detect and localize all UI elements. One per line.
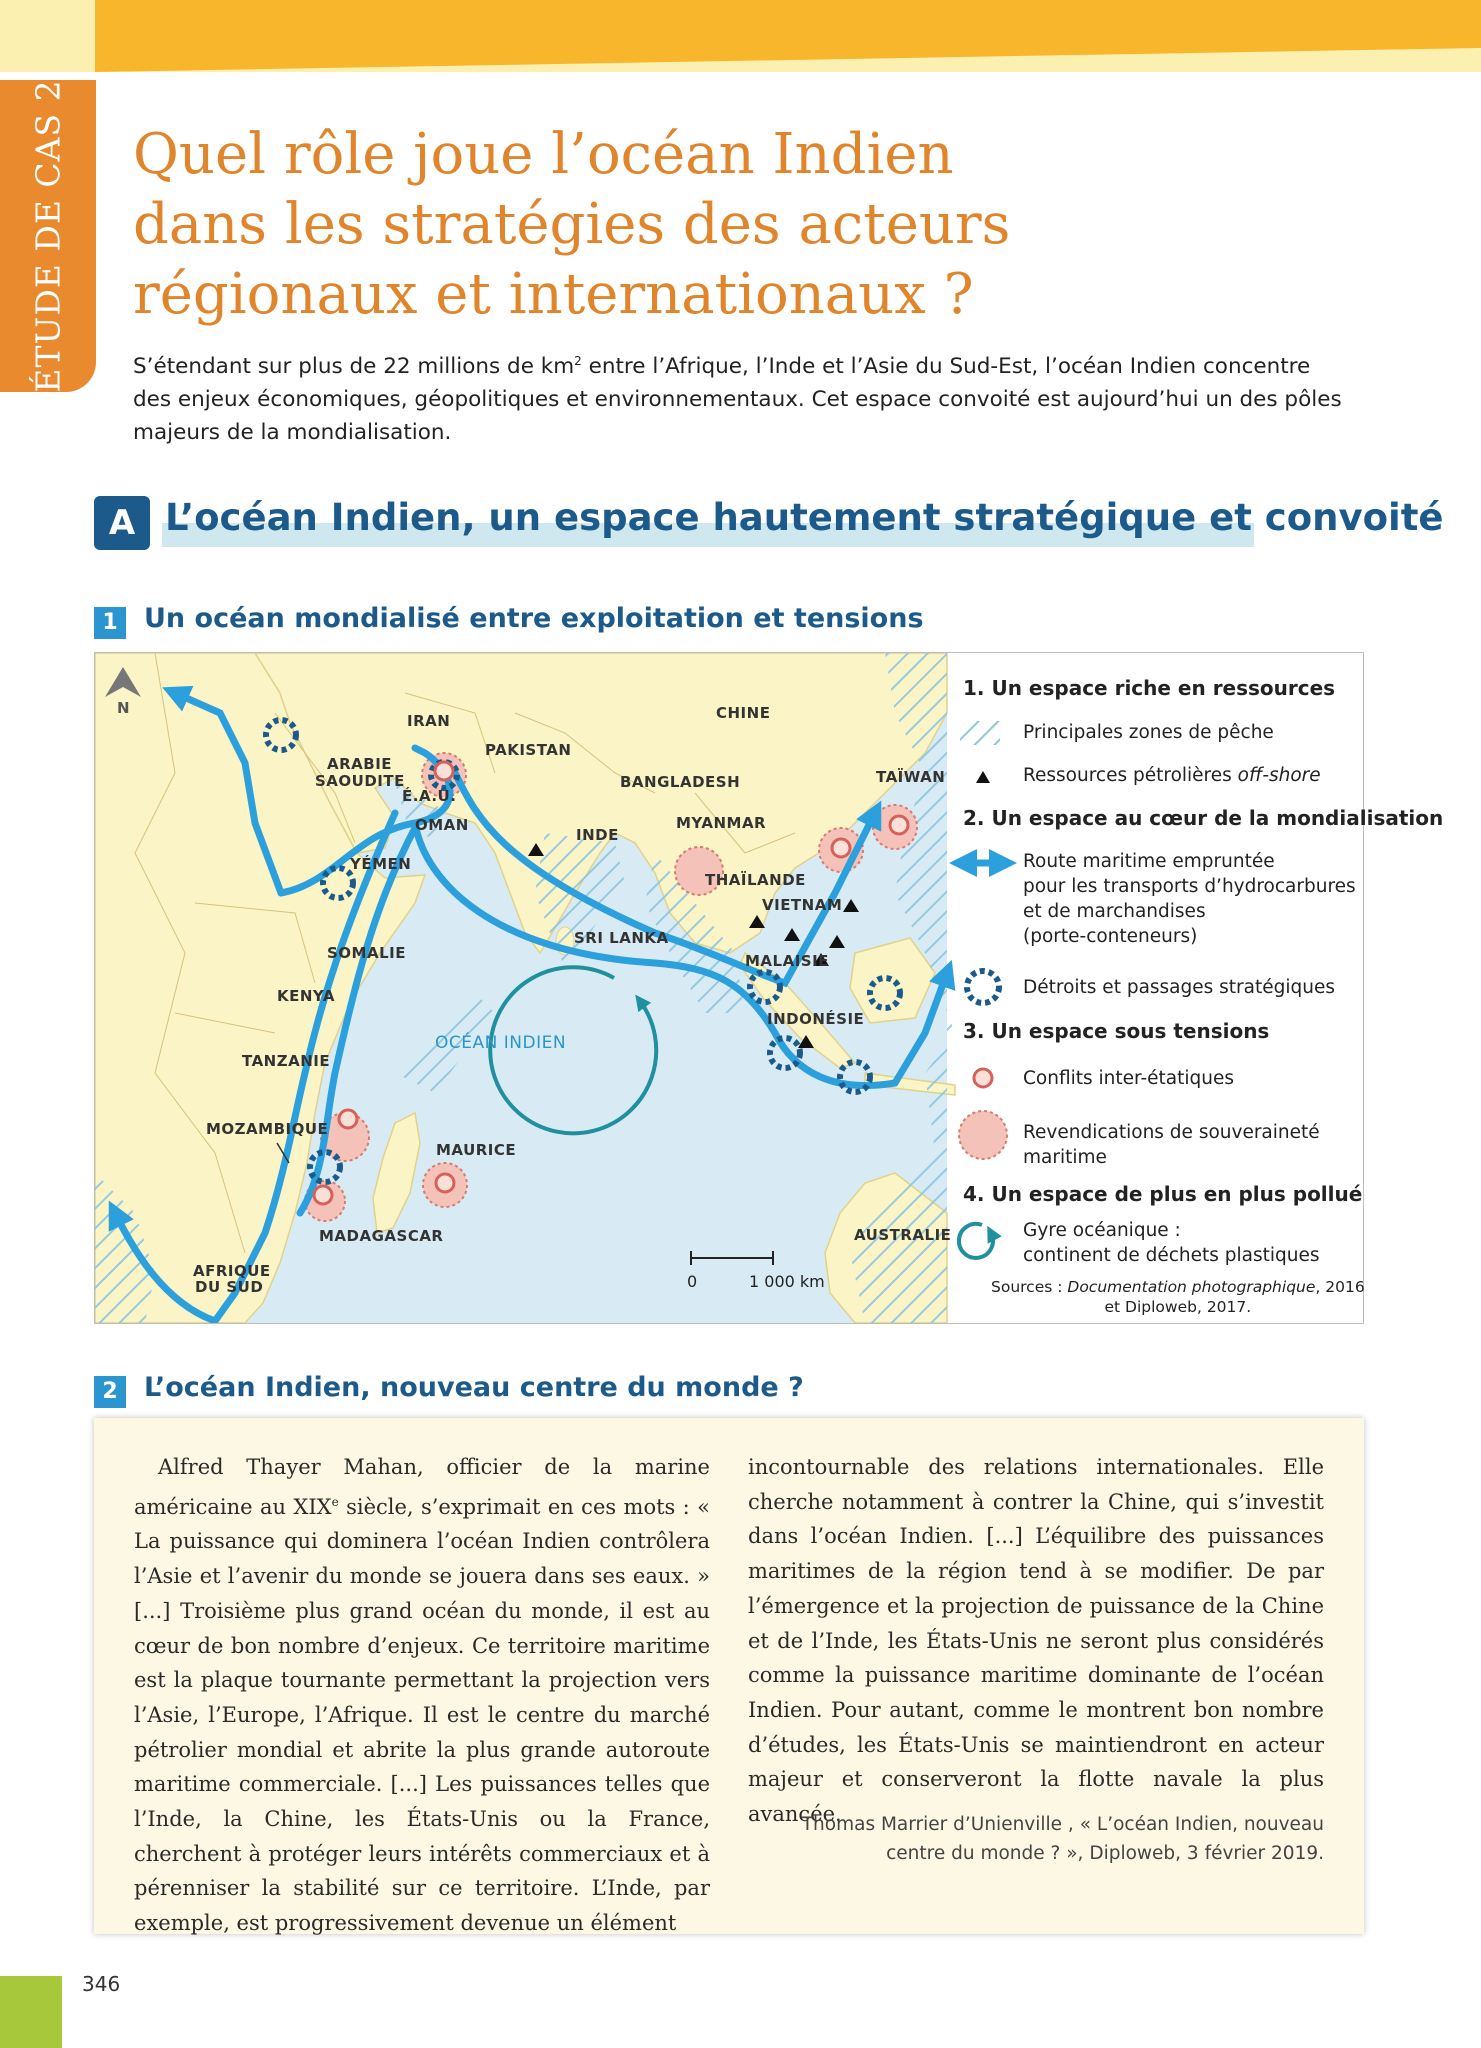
label-mozambique: MOZAMBIQUE (206, 1120, 329, 1138)
map-sources (991, 1277, 1365, 1317)
intro-text-b: entre l’Afrique, l’Inde et l’Asie du Sud-Est, l’océan Indien concentre des enjeux économiques, géopolitiques et environnementaux. Cet espace convoité est aujourd’hui un des pôles majeurs de la mondialisation. (133, 354, 1342, 446)
legend-route-line-1: Route maritime empruntée (1023, 851, 1275, 872)
legend-symbols (959, 721, 1007, 1258)
legend-route-line-3: et de marchandises (1023, 901, 1206, 922)
scale-distance: 1 000 km (749, 1272, 825, 1291)
north-label: N (117, 699, 130, 717)
label-du-sud: DU SUD (195, 1278, 264, 1296)
sources-italic: Documentation photographique (1067, 1278, 1316, 1296)
legend-claim-symbol (959, 1111, 1007, 1159)
label-arabie: ARABIE (327, 755, 393, 773)
title-line-1: Quel rôle joue l’océan Indien (133, 122, 954, 187)
label-thailande: THAÏLANDE (705, 871, 806, 889)
label-somalie: SOMALIE (327, 944, 406, 962)
title-line-2: dans les stratégies des acteurs (133, 192, 1011, 257)
legend-claims (1023, 1120, 1320, 1170)
legend-fishing-swatch (960, 721, 1000, 745)
legend-gyre-line-1: Gyre océanique : (1023, 1220, 1181, 1241)
label-sri-lanka: SRI LANKA (574, 929, 669, 947)
legend-conflict-symbol (974, 1069, 992, 1087)
legend-gyre-line-2: continent de déchets plastiques (1023, 1245, 1320, 1266)
legend-oil-italic: off-shore (1237, 765, 1321, 786)
legend-gyre-symbol (959, 1224, 993, 1258)
legend-route-line-2: pour les transports d’hydrocarbures (1023, 876, 1356, 897)
map-figure (94, 652, 1444, 1324)
label-taiwan: TAÏWAN (876, 768, 946, 786)
label-madagascar: MADAGASCAR (319, 1227, 444, 1245)
label-australie: AUSTRALIE (854, 1226, 952, 1244)
quote-source-line-2: centre du monde ? », Diploweb, 3 février 2019. (886, 1843, 1324, 1864)
legend-straits: Détroits et passages stratégiques (1023, 977, 1336, 998)
quote-right-column: incontournable des relations internationales. Elle cherche notamment à contrer la Chine, qui s’investit dans l’océan Indien. [...] L’équilibre des puissances maritimes de la région tend à se modifier. De par l’émergence et la projection de puissance de la Chine et de l’Inde, les États-Unis ne seront plus considérés comme la puissance maritime dominante de l’océan Indien. Pour autant, comme le montrent bon nombre d’études, les États-Unis se maintiendront en acteur majeur et conserveront la flotte navale la plus avancée. (748, 1455, 1324, 1827)
label-kenya: KENYA (277, 987, 335, 1005)
case-study-tab (0, 80, 96, 392)
legend-claims-line-1: Revendications de souveraineté (1023, 1122, 1320, 1143)
legend-oil-text: Ressources pétrolières (1023, 765, 1238, 786)
label-chine: CHINE (716, 704, 771, 722)
doc1-title: Un océan mondialisé entre exploitation et tensions (144, 603, 924, 634)
quote-left-column (134, 1450, 710, 1941)
label-vietnam: VIETNAM (762, 896, 843, 914)
legend-heading-3: 3. Un espace sous tensions (963, 1019, 1270, 1043)
legend-oil-triangle (976, 771, 990, 783)
quote-source-line-1: Thomas Marrier d’Unienville , « L’océan Indien, nouveau (801, 1814, 1324, 1835)
quote-left-sup: e (331, 1494, 339, 1509)
top-banner (0, 0, 1481, 72)
label-oman: OMAN (415, 816, 469, 834)
legend-heading-4: 4. Un espace de plus en plus pollué (963, 1182, 1363, 1206)
sources-year: , 2016 (1315, 1278, 1365, 1296)
intro-paragraph (133, 345, 1343, 449)
legend-heading-2: 2. Un espace au cœur de la mondialisation (963, 806, 1444, 830)
legend-route (1023, 849, 1356, 949)
label-indonesie: INDONÉSIE (767, 1010, 865, 1028)
quote-left-a: Alfred Thayer Mahan, officier de la marine américaine au XIX (134, 1455, 710, 1519)
legend-conflicts: Conflits inter-étatiques (1023, 1068, 1234, 1089)
label-iran: IRAN (407, 712, 451, 730)
quote-source (748, 1810, 1324, 1868)
label-bangladesh: BANGLADESH (620, 773, 741, 791)
scale-zero: 0 (687, 1272, 698, 1291)
sources-line-2: et Diploweb, 2017. (1104, 1298, 1252, 1316)
label-malaisie: MALAISIE (745, 952, 829, 970)
page-number: 346 (82, 1972, 121, 1996)
doc1-number: 1 (94, 607, 126, 639)
intro-sup: 2 (574, 354, 582, 368)
ocean-label: OCÉAN INDIEN (435, 1033, 567, 1053)
label-pakistan: PAKISTAN (485, 741, 572, 759)
label-inde: INDE (576, 826, 619, 844)
quote-left-b: siècle, s’exprimait en ces mots : « La puissance qui dominera l’océan Indien contrôlera l’Asie et l’avenir du monde se jouera dans ses eaux. » [...] Troisième plus grand océan du monde, il est au cœur de bon nombre d’enjeux. Ce territoire maritime est la plaque tournante permettant la projection vers l’Asie, l’Europe, l’Afrique. Il est le centre du marché pétrolier mondial et abrite la plus grande autoroute maritime commerciale. [...] Les puissances telles que l’Inde, la Chine, les États-Unis ou la France, cherchent à protéger leurs intérêts commerciaux et à pérenniser la stabilité sur ce territoire. L’Inde, par exemple, est progressivement devenue un élément (134, 1494, 710, 1936)
label-eau: É.A.U. (402, 787, 457, 805)
legend-gyre (1023, 1218, 1320, 1268)
legend-heading-1: 1. Un espace riche en ressources (963, 676, 1336, 700)
map-area (95, 653, 955, 1323)
title-line-3: régionaux et internationaux ? (133, 262, 974, 327)
case-study-label: ÉTUDE DE CAS 2 (28, 79, 68, 393)
quote-box (94, 1418, 1364, 1934)
legend-strait-symbol (967, 971, 999, 1003)
sources-prefix: Sources : (991, 1278, 1068, 1296)
label-tanzanie: TANZANIE (242, 1052, 331, 1070)
label-afrique: AFRIQUE (193, 1262, 271, 1280)
label-maurice: MAURICE (436, 1141, 517, 1159)
doc2-number: 2 (94, 1376, 126, 1408)
legend-oil (1023, 763, 1321, 788)
section-a-title: L’océan Indien, un espace hautement stratégique et convoité (165, 496, 1444, 539)
label-yemen: YÉMEN (350, 855, 412, 873)
legend-claims-line-2: maritime (1023, 1147, 1107, 1168)
legend-fishing: Principales zones de pêche (1023, 722, 1274, 743)
doc2-title: L’océan Indien, nouveau centre du monde ? (144, 1372, 804, 1403)
legend-route-line-4: (porte-conteneurs) (1023, 926, 1198, 947)
label-saoudite: SAOUDITE (315, 772, 405, 790)
intro-text-a: S’étendant sur plus de 22 millions de km (133, 354, 575, 380)
label-myanmar: MYANMAR (676, 814, 767, 832)
footer-tab (0, 1976, 62, 2048)
section-a-badge: A (94, 496, 150, 550)
page-title (133, 120, 1133, 330)
